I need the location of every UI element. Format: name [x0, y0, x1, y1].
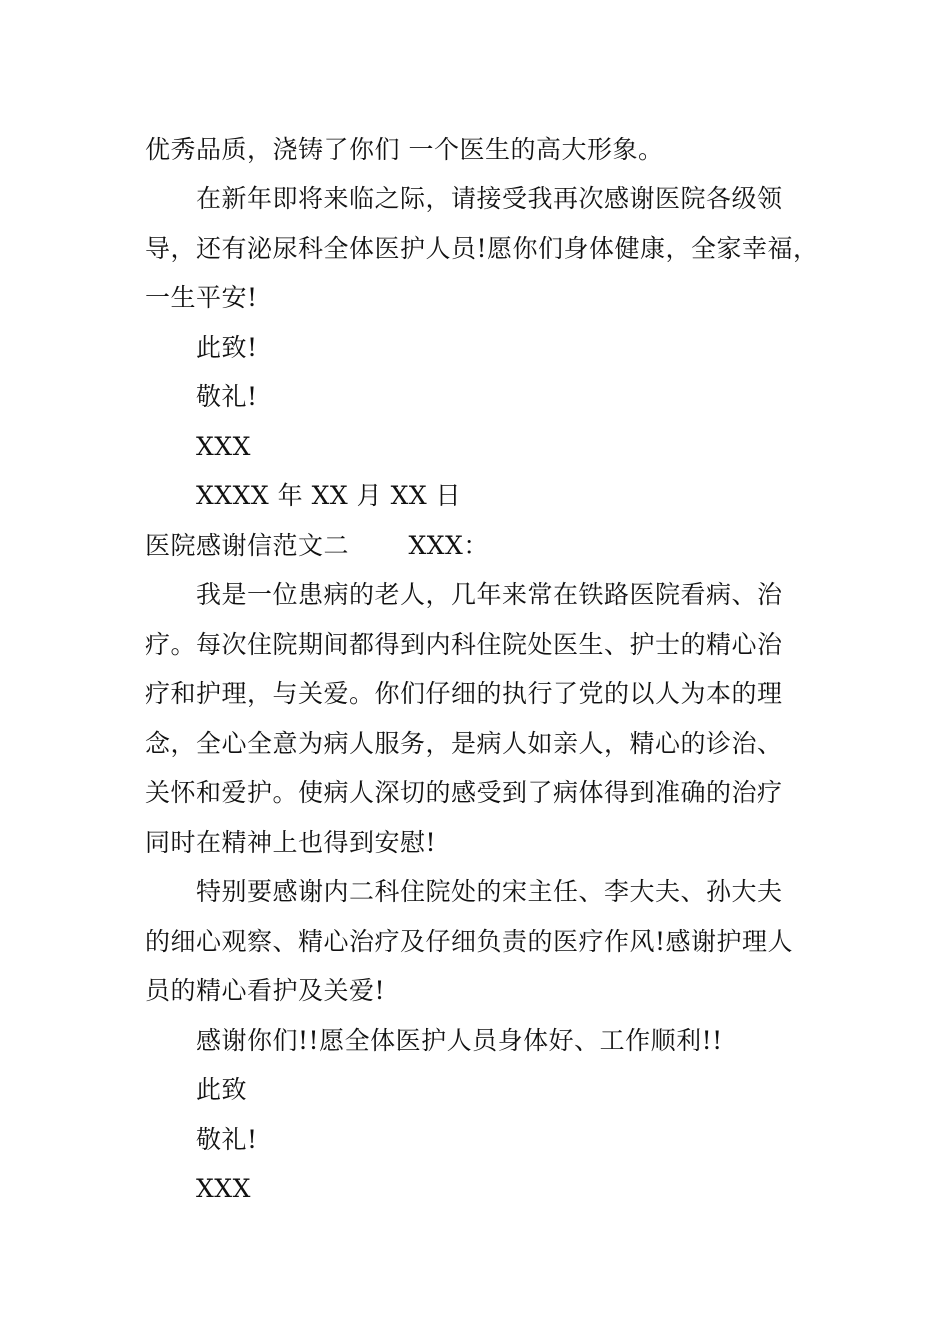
paragraph-line: 念，全心全意为病人服务，是病人如亲人，精心的诊治、 — [145, 729, 783, 758]
salutation-line: 敬礼! — [196, 1125, 258, 1154]
paragraph-line: 关怀和爱护。使病人深切的感受到了病体得到准确的治疗 — [145, 778, 783, 807]
paragraph-line: 一生平安! — [145, 283, 258, 312]
paragraph-line: 导，还有泌尿科全体医护人员!愿你们身体健康，全家幸福， — [145, 234, 819, 263]
signature-date: XXXX 年 XX 月 XX 日 — [196, 481, 462, 510]
paragraph-line: 同时在精神上也得到安慰! — [145, 828, 437, 857]
signature-name: XXX — [196, 432, 251, 461]
paragraph-line: 的细心观察、精心治疗及仔细负责的医疗作风!感谢护理人 — [145, 927, 794, 956]
paragraph-line: 在新年即将来临之际，请接受我再次感谢医院各级领 — [196, 184, 783, 213]
section-heading: 医院感谢信范文二 XXX： — [145, 531, 489, 560]
signature-name: XXX — [196, 1174, 251, 1203]
paragraph-line: 疗。每次住院期间都得到内科住院处医生、护士的精心治 — [145, 630, 783, 659]
paragraph-line: 员的精心看护及关爱! — [145, 976, 386, 1005]
paragraph-line: 特别要感谢内二科住院处的宋主任、李大夫、孙大夫 — [196, 877, 783, 906]
paragraph-line: 我是一位患病的老人，几年来常在铁路医院看病、治 — [196, 580, 783, 609]
paragraph-line: 感谢你们!!愿全体医护人员身体好、工作顺利!! — [196, 1026, 723, 1055]
paragraph-line: 疗和护理，与关爱。你们仔细的执行了党的以人为本的理 — [145, 679, 783, 708]
salutation-line: 此致 — [196, 1075, 248, 1104]
paragraph-line: 优秀品质，浇铸了你们 一个医生的高大形象。 — [145, 135, 664, 164]
salutation-line: 此致! — [196, 333, 258, 362]
salutation-line: 敬礼! — [196, 382, 258, 411]
